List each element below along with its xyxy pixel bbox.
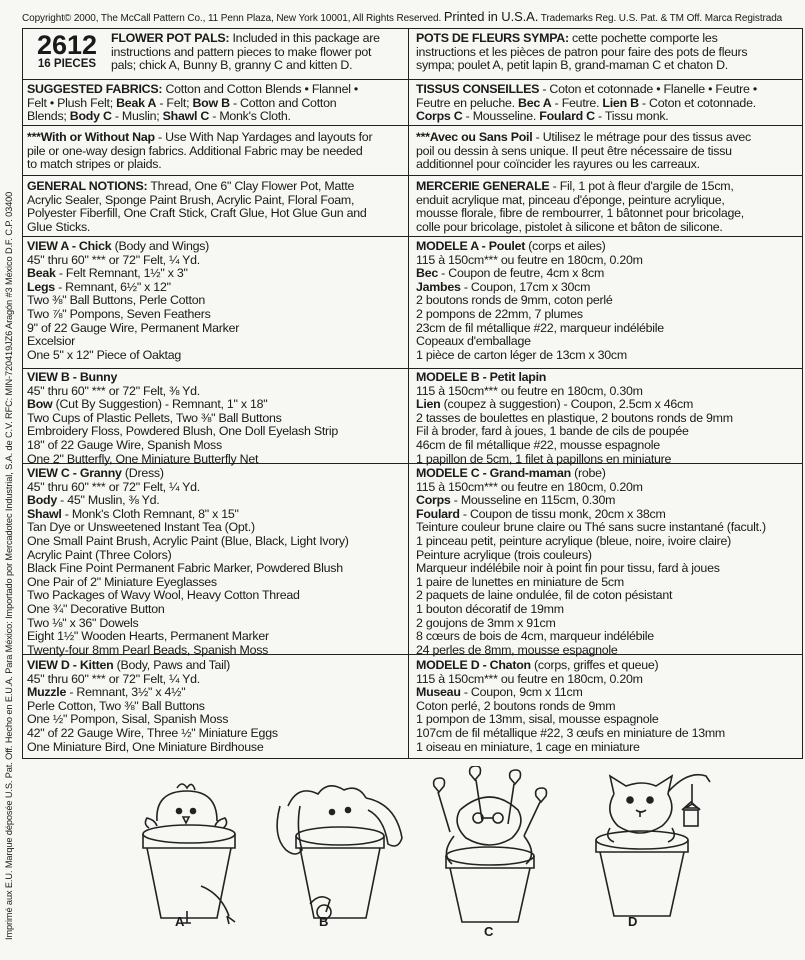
view-b-en-6: One 2" Butterfly, One Miniature Butterfly Net xyxy=(27,451,259,466)
view-b-fr xyxy=(416,371,800,466)
modele-d-fr-3: Coton perlé, 2 boutons ronds de 9mm xyxy=(416,698,616,713)
view-d-fr xyxy=(416,659,800,754)
fabrics-en-2a: Felt • Plush Felt; xyxy=(27,95,117,110)
notions-en-3: Polyester Fiberfill, One Craft Stick, Craft Glue, Hot Glue Gun and xyxy=(27,206,367,221)
view-a-title: VIEW A - Chick xyxy=(27,240,112,253)
modele-c-fr-3b: - Coupon de tissu monk, 20cm x 38cm xyxy=(459,506,666,521)
row-divider xyxy=(23,79,802,80)
nap-note-fr xyxy=(416,131,800,172)
view-c-en-2a: Body xyxy=(27,493,57,508)
modele-d-fr-2a: Museau xyxy=(416,685,461,700)
fabrics-en-1: Cotton and Cotton Blends • Flannel • xyxy=(162,83,358,96)
nap-note-en xyxy=(27,131,405,172)
pattern-info-table xyxy=(22,28,803,759)
view-d-en-2a: Muzzle xyxy=(27,685,67,700)
copyright-text: Copyright© 2000, The McCall Pattern Co., 11 Penn Plaza, New York 10001, All Rights Reserved. xyxy=(22,13,442,24)
view-a-en-1: 45" thru 60" *** or 72" Felt, ¼ Yd. xyxy=(27,252,200,267)
copyright-line xyxy=(22,9,802,25)
modele-a-fr-2a: Bec xyxy=(416,266,438,281)
view-c-en-7: Black Fine Point Permanent Fabric Marker, Powdered Blush xyxy=(27,561,343,576)
modele-c-fr-11: 2 goujons de 3mm x 91cm xyxy=(416,615,556,630)
notions-label: GENERAL NOTIONS: xyxy=(27,180,148,193)
row-divider xyxy=(23,175,802,176)
bunny-pot-illustration xyxy=(270,776,410,936)
nap-en-3: to match stripes or plaids. xyxy=(27,157,162,172)
view-a-en-6: 9" of 22 Gauge Wire, Permanent Marker xyxy=(27,320,240,335)
modele-a-fr-5: 2 pompons de 22mm, 7 plumes xyxy=(416,306,583,321)
modele-d-fr-4: 1 pompon de 13mm, sisal, mousse espagnole xyxy=(416,712,659,727)
view-d-sub: (Body, Paws and Tail) xyxy=(113,659,231,672)
modele-c-fr-12: 8 cœurs de bois de 4cm, marqueur indélébile xyxy=(416,629,654,644)
view-a-en-2b: - Felt Remnant, 1½" x 3" xyxy=(55,266,188,281)
fabrics-en-3b: Body C xyxy=(69,109,112,124)
granny-pot-illustration xyxy=(414,766,564,936)
nap-en-2: pile or one-way design fabrics. Additional Fabric may be needed xyxy=(27,143,363,158)
tissus-fr-3d: - Tissu monk. xyxy=(594,109,669,124)
tissus-fr-2c: - Feutre. xyxy=(551,95,603,110)
modele-a-fr-3b: - Coupon, 17cm x 30cm xyxy=(460,279,591,294)
modele-b-title: MODELE B - Petit lapin xyxy=(416,371,547,384)
fabrics-en-3a: Blends; xyxy=(27,109,70,124)
modele-c-fr-7: Marqueur indélébile noir à point fin pour tissu, fard à joues xyxy=(416,561,720,576)
modele-b-fr-6: 1 papillon de 5cm, 1 filet à papillons en miniature xyxy=(416,451,672,466)
modele-a-fr-4: 2 boutons ronds de 9mm, coton perlé xyxy=(416,293,613,308)
view-b-en xyxy=(27,371,405,466)
desc-en-1: Included in this package are xyxy=(229,32,380,45)
modele-d-title: MODELE D - Chaton xyxy=(416,659,531,672)
desc-fr-1: cette pochette comporte les xyxy=(568,32,718,45)
fabrics-en-3e: - Monk's Cloth. xyxy=(209,109,291,124)
view-c-en xyxy=(27,467,405,657)
pattern-pieces: 16 PIECES xyxy=(37,58,97,70)
modele-c-sub: (robe) xyxy=(570,467,606,480)
view-a-en-7: Excelsior xyxy=(27,334,76,349)
modele-c-fr-4: Teinture couleur brune claire ou Thé sans sucre instantané (facult.) xyxy=(416,520,766,535)
desc-fr-2: instructions et les pièces de patron pour faire des pots de fleurs xyxy=(416,44,748,59)
view-a-en xyxy=(27,240,405,362)
modele-b-fr-2b: (coupez à suggestion) - Coupon, 2.5cm x 46cm xyxy=(440,397,694,412)
view-b-en-4: Embroidery Floss, Powdered Blush, One Doll Eyelash Strip xyxy=(27,424,339,439)
view-d-label: D xyxy=(628,914,638,929)
view-b-en-3: Two Cups of Plastic Pellets, Two ⅜" Ball Buttons xyxy=(27,410,282,425)
view-a-en-5: Two ⅞" Pompons, Seven Feathers xyxy=(27,306,211,321)
fabrics-label: SUGGESTED FABRICS: xyxy=(27,83,163,96)
pattern-title-fr xyxy=(416,32,800,78)
view-c-en-1: 45" thru 60" *** or 72" Felt, ¼ Yd. xyxy=(27,479,200,494)
view-a-label: A xyxy=(175,914,185,929)
mercerie-fr-1: - Fil, 1 pot à fleur d'argile de 15cm, xyxy=(549,180,734,193)
view-illustrations xyxy=(22,762,803,958)
fabrics-en-2b: Beak A xyxy=(116,95,157,110)
tissus-fr-2a: Feutre en peluche. xyxy=(416,95,519,110)
fabrics-en-2d: Bow B xyxy=(192,95,230,110)
tissus-fr-3c: Foulard C xyxy=(539,109,595,124)
desc-fr-3: sympa; poulet A, petit lapin B, grand-maman C et chaton D. xyxy=(416,58,728,73)
view-c-en-3b: - Monk's Cloth Remnant, 8" x 15" xyxy=(61,506,239,521)
view-c-label: C xyxy=(484,924,494,939)
title-en: FLOWER POT PALS: xyxy=(111,32,230,45)
modele-d-fr-6: 1 oiseau en miniature, 1 cage en miniature xyxy=(416,739,640,754)
mercerie-fr-2: enduit acrylique mat, pinceau d'éponge, peinture acrylique, xyxy=(416,192,725,207)
view-b-title: VIEW B - Bunny xyxy=(27,371,118,384)
tissus-label: TISSUS CONSEILLES xyxy=(416,83,540,96)
view-b-label: B xyxy=(319,914,329,929)
view-a-sub: (Body and Wings) xyxy=(111,240,210,253)
column-divider xyxy=(408,29,409,758)
pattern-title-en xyxy=(27,32,405,78)
modele-a-sub: (corps et ailes) xyxy=(525,240,606,253)
fabrics-en-2c: - Felt; xyxy=(156,95,193,110)
view-c-fr xyxy=(416,467,800,657)
mercerie-fr-3: mousse florale, fibre de rembourrer, 1 bâtonnet pour bricolage, xyxy=(416,206,744,221)
tissus-conseilles xyxy=(416,83,800,124)
modele-c-fr-1: 115 à 150cm*** ou feutre en 180cm, 0.20m xyxy=(416,479,643,494)
nap-en-1: - Use With Nap Yardages and layouts for xyxy=(154,131,373,144)
view-a-en-8: One 5" x 12" Piece of Oaktag xyxy=(27,347,182,362)
desc-en-3: pals; chick A, Bunny B, granny C and kitten D. xyxy=(111,58,353,73)
view-d-en-3: Perle Cotton, Two ⅜" Ball Buttons xyxy=(27,698,205,713)
view-d-en-6: One Miniature Bird, One Miniature Birdhouse xyxy=(27,739,264,754)
modele-c-fr-3a: Foulard xyxy=(416,506,460,521)
modele-a-fr-3a: Jambes xyxy=(416,279,461,294)
view-c-en-4: Tan Dye or Unsweetened Instant Tea (Opt.) xyxy=(27,520,255,535)
notions-en-1: Thread, One 6" Clay Flower Pot, Matte xyxy=(147,180,355,193)
nap-fr-2: poil ou dessin à sens unique. Il peut être nécessaire de tissu xyxy=(416,143,732,158)
suggested-fabrics xyxy=(27,83,405,124)
general-notions xyxy=(27,180,405,234)
view-a-en-3a: Legs xyxy=(27,279,55,294)
view-c-en-3a: Shawl xyxy=(27,506,62,521)
modele-a-fr-1: 115 à 150cm*** ou feutre en 180cm, 0.20m xyxy=(416,252,643,267)
modele-c-fr-2b: - Mousseline en 115cm, 0.30m xyxy=(450,493,616,508)
view-a-en-2a: Beak xyxy=(27,266,56,281)
fabrics-en-2e: - Cotton and Cotton xyxy=(229,95,337,110)
view-c-en-12: Eight 1½" Wooden Hearts, Permanent Marker xyxy=(27,629,269,644)
view-b-en-2a: Bow xyxy=(27,397,53,412)
modele-b-fr-4: Fil à broder, fard à joues, 1 bande de cils de poupée xyxy=(416,424,689,439)
modele-d-fr-1: 115 à 150cm*** ou feutre en 180cm, 0.20m xyxy=(416,671,643,686)
modele-a-fr-8: 1 pièce de carton léger de 13cm x 30cm xyxy=(416,347,627,362)
view-d-en-2b: - Remnant, 3½" x 4½" xyxy=(66,685,186,700)
modele-b-fr-1: 115 à 150cm*** ou feutre en 180cm, 0.30m xyxy=(416,383,643,398)
mercerie-generale xyxy=(416,180,800,234)
row-divider xyxy=(23,368,802,369)
pattern-number: 2612 xyxy=(36,32,98,60)
fabrics-en-3c: - Muslin; xyxy=(111,109,163,124)
view-c-sub: (Dress) xyxy=(121,467,164,480)
modele-c-fr-8: 1 paire de lunettes en miniature de 5cm xyxy=(416,574,624,589)
modele-c-fr-13: 24 perles de 8mm, mousse espagnole xyxy=(416,642,618,657)
notions-en-2: Acrylic Sealer, Sponge Paint Brush, Acrylic Paint, Floral Foam, xyxy=(27,192,355,207)
nap-fr-1: - Utilisez le métrage pour des tissus avec xyxy=(532,131,752,144)
modele-a-fr-7: Copeaux d'emballage xyxy=(416,334,531,349)
view-c-en-11: Two ⅛" x 36" Dowels xyxy=(27,615,139,630)
tissus-fr-3b: - Mousseline. xyxy=(462,109,540,124)
modele-c-fr-5: 1 pinceau petit, peinture acrylique (bleue, noire, ivoire claire) xyxy=(416,533,732,548)
tissus-fr-1: - Coton et cotonnade • Flanelle • Feutre • xyxy=(539,83,757,96)
view-c-en-5: One Small Paint Brush, Acrylic Paint (Blue, Black, Light Ivory) xyxy=(27,533,349,548)
view-c-en-9: Two Packages of Wavy Wool, Heavy Cotton Thread xyxy=(27,588,300,603)
row-divider xyxy=(23,236,802,237)
modele-b-fr-3: 2 tasses de boulettes en plastique, 2 boutons ronds de 9mm xyxy=(416,410,733,425)
side-legal-text: Imprimé aux E.U. Marque déposée U.S. Pat. Off. Hecho en E.U.A. Para México: Importado por Mercadotec Industrial, S.A. de C.V. RFC: MIN-720419JZ6 Aragón #3 México D.F. C.P. 03400 xyxy=(4,191,14,940)
view-a-fr xyxy=(416,240,800,362)
modele-c-fr-9: 2 paquets de laine ondulée, fil de coton pésistant xyxy=(416,588,673,603)
modele-a-fr-6: 23cm de fil métallique #22, marqueur indélébile xyxy=(416,320,664,335)
view-c-en-8: One Pair of 2" Miniature Eyeglasses xyxy=(27,574,217,589)
view-b-en-5: 18" of 22 Gauge Wire, Spanish Moss xyxy=(27,437,222,452)
view-a-en-3b: - Remnant, 6½" x 12" xyxy=(54,279,171,294)
view-a-en-4: Two ⅜" Ball Buttons, Perle Cotton xyxy=(27,293,205,308)
view-b-en-1: 45" thru 60" *** or 72" Felt, ⅜ Yd. xyxy=(27,383,200,398)
view-b-en-2b: (Cut By Suggestion) - Remnant, 1" x 18" xyxy=(52,397,268,412)
modele-b-fr-2a: Lien xyxy=(416,397,441,412)
desc-en-2: instructions and pattern pieces to make flower pot xyxy=(111,44,372,59)
mercerie-label: MERCERIE GENERALE xyxy=(416,180,550,193)
tissus-fr-3a: Corps C xyxy=(416,109,463,124)
notions-en-4: Glue Sticks. xyxy=(27,219,91,234)
view-d-en-4: One ½" Pompon, Sisal, Spanish Moss xyxy=(27,712,229,727)
view-c-en-6: Acrylic Paint (Three Colors) xyxy=(27,547,172,562)
view-d-en-1: 45" thru 60" *** or 72" Felt, ¼ Yd. xyxy=(27,671,200,686)
printed-in-text: Printed in U.S.A. xyxy=(443,9,539,24)
nap-fr-3: additionnel pour coïncider les rayures ou les carreaux. xyxy=(416,157,700,172)
mercerie-fr-4: colle pour bricolage, pistolet à silicone et bâton de silicone. xyxy=(416,219,723,234)
chick-pot-illustration xyxy=(127,776,257,936)
view-c-en-13: Twenty-four 8mm Pearl Beads, Spanish Moss xyxy=(27,642,269,657)
view-c-en-2b: - 45" Muslin, ⅜ Yd. xyxy=(56,493,160,508)
nap-en-label: ***With or Without Nap xyxy=(27,131,155,144)
tissus-fr-2b: Bec A xyxy=(518,95,552,110)
modele-a-title: MODELE A - Poulet xyxy=(416,240,526,253)
title-fr: POTS DE FLEURS SYMPA: xyxy=(416,32,569,45)
view-d-en-5: 42" of 22 Gauge Wire, Three ½" Miniature Eggs xyxy=(27,725,278,740)
modele-d-sub: (corps, griffes et queue) xyxy=(530,659,659,672)
modele-c-fr-10: 1 bouton décoratif de 19mm xyxy=(416,601,564,616)
modele-c-fr-6: Peinture acrylique (trois couleurs) xyxy=(416,547,592,562)
modele-c-title: MODELE C - Grand-maman xyxy=(416,467,571,480)
view-d-title: VIEW D - Kitten xyxy=(27,659,114,672)
nap-fr-label: ***Avec ou Sans Poil xyxy=(416,131,533,144)
kitten-pot-illustration xyxy=(584,770,724,935)
tissus-fr-2d: Lien B xyxy=(602,95,639,110)
modele-d-fr-2b: - Coupon, 9cm x 11cm xyxy=(460,685,583,700)
view-d-en xyxy=(27,659,405,754)
fabrics-en-3d: Shawl C xyxy=(162,109,210,124)
modele-b-fr-5: 46cm de fil métallique #22, mousse espagnole xyxy=(416,437,660,452)
modele-d-fr-5: 107cm de fil métallique #22, 3 œufs en miniature de 13mm xyxy=(416,725,726,740)
view-c-title: VIEW C - Granny xyxy=(27,467,122,480)
modele-c-fr-2a: Corps xyxy=(416,493,451,508)
tissus-fr-2e: - Coton et cotonnade. xyxy=(638,95,756,110)
modele-a-fr-2b: - Coupon de feutre, 4cm x 8cm xyxy=(437,266,605,281)
view-c-en-10: One ¾" Decorative Button xyxy=(27,601,165,616)
row-divider xyxy=(23,125,802,126)
trademark-text: Trademarks Reg. U.S. Pat. & TM Off. Marca Registrada xyxy=(540,13,783,24)
